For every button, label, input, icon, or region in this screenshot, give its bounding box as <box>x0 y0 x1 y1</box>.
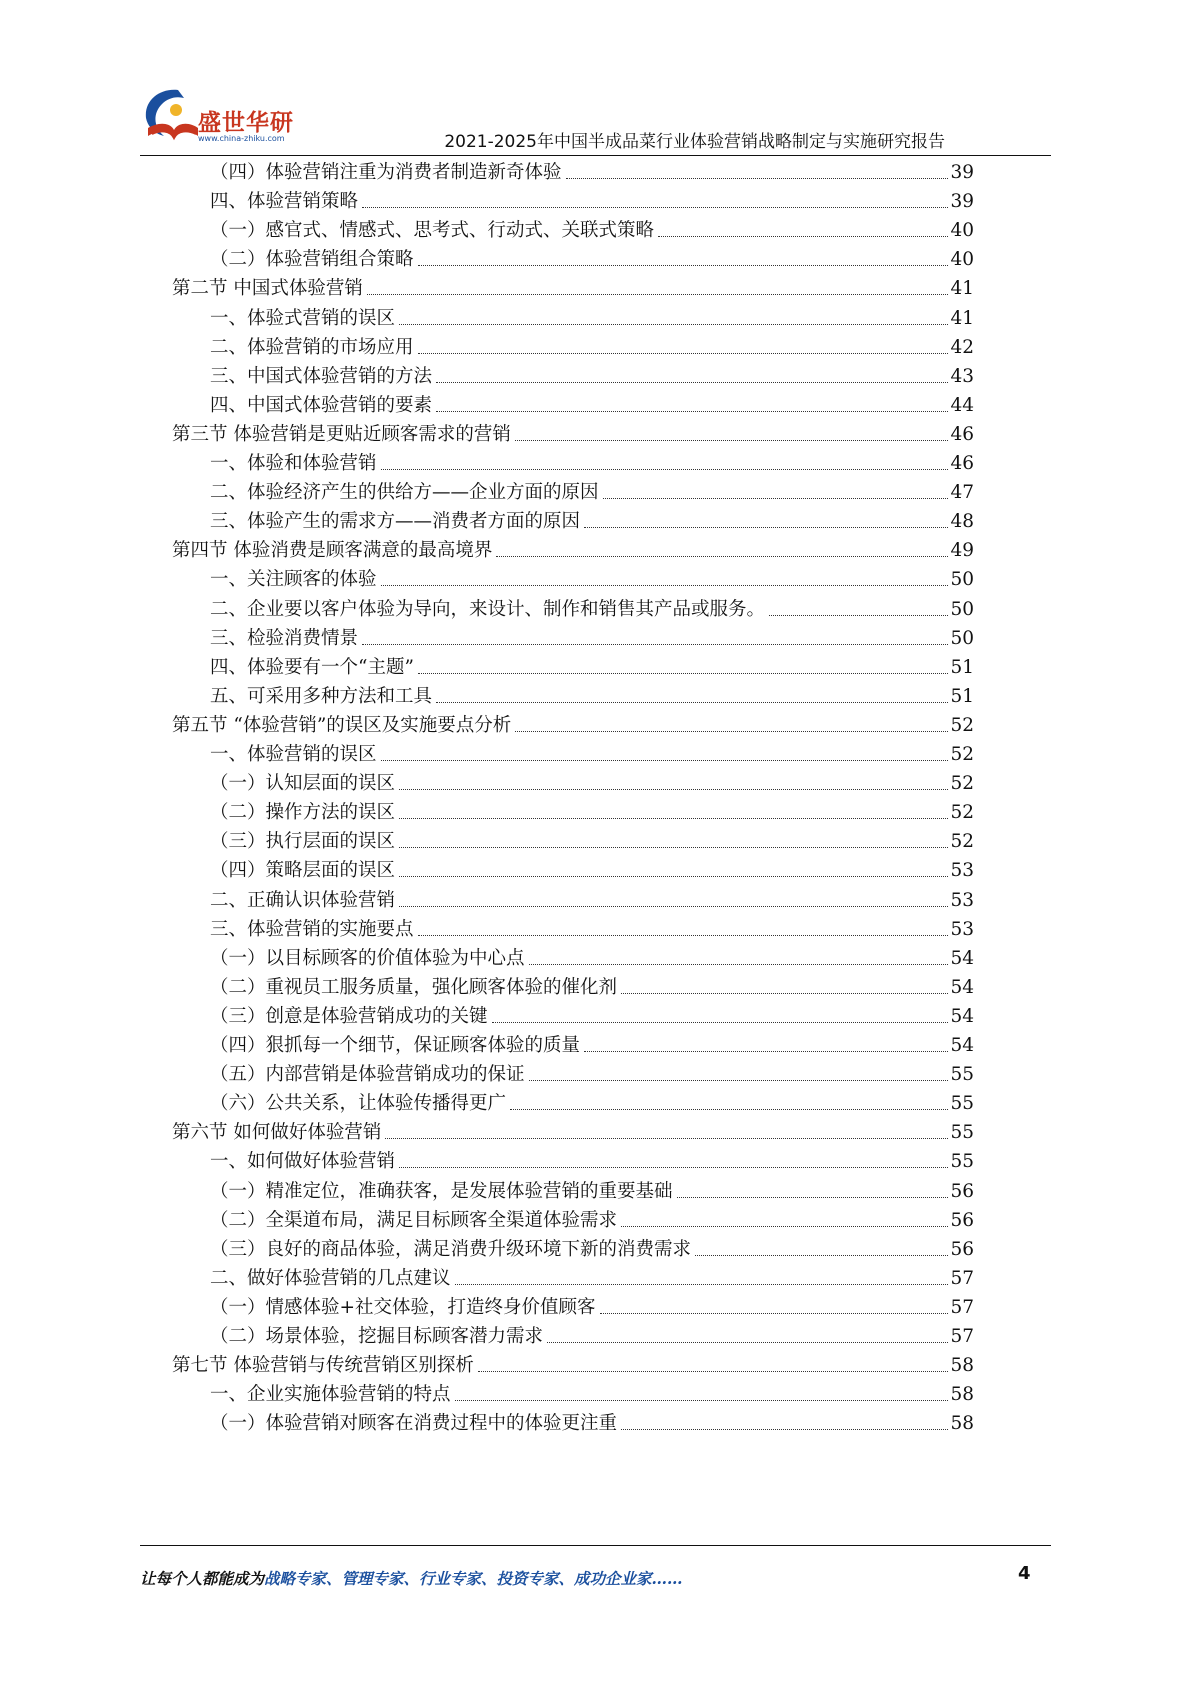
toc-dot-leader <box>399 876 948 877</box>
toc-entry-title: 五、可采用多种方法和工具 <box>210 685 433 707</box>
toc-entry-page: 40 <box>950 220 974 242</box>
toc-entry[interactable] <box>172 1118 974 1148</box>
toc-dot-leader <box>367 294 949 295</box>
toc-entry[interactable] <box>210 187 974 217</box>
toc-entry-page: 46 <box>950 423 974 445</box>
toc-entry-title: （二）体验营销组合策略 <box>210 249 414 271</box>
toc-dot-leader <box>510 1109 948 1110</box>
page-header <box>0 0 1191 150</box>
toc-dot-leader <box>515 731 948 732</box>
toc-dot-leader <box>478 1371 949 1372</box>
toc-entry-title: 第五节 “体验营销”的误区及实施要点分析 <box>172 714 512 736</box>
footer-slogan-highlight: 战略专家、管理专家、行业专家、投资专家、成功企业家…… <box>264 1569 683 1588</box>
toc-dot-leader <box>399 789 948 790</box>
toc-entry-title: 一、体验和体验营销 <box>210 453 377 474</box>
logo-emblem-icon <box>140 84 204 148</box>
toc-entry-title: （四）体验营销注重为消费者制造新奇体验 <box>210 162 562 183</box>
toc-entry[interactable] <box>210 1322 974 1352</box>
toc-dot-leader <box>385 1138 948 1139</box>
toc-entry-page: 51 <box>950 685 974 707</box>
toc-entry-page: 54 <box>950 976 974 998</box>
toc-dot-leader <box>621 1226 948 1227</box>
toc-dot-leader <box>399 324 948 325</box>
toc-dot-leader <box>399 818 948 819</box>
toc-entry[interactable] <box>210 682 974 712</box>
toc-entry[interactable] <box>210 507 974 537</box>
toc-entry[interactable] <box>210 798 974 828</box>
toc-dot-leader <box>492 1022 949 1023</box>
page-number: 4 <box>1018 1563 1031 1584</box>
toc-dot-leader <box>418 265 949 266</box>
toc-entry-title: 二、正确认识体验营销 <box>210 889 396 911</box>
toc-entry[interactable] <box>210 856 974 886</box>
toc-dot-leader <box>621 1429 948 1430</box>
toc-entry-title: 四、体验营销策略 <box>210 191 359 213</box>
toc-entry-page: 50 <box>950 627 974 649</box>
toc-dot-leader <box>529 1080 949 1081</box>
toc-entry-page: 56 <box>950 1238 974 1260</box>
toc-entry-title: 一、关注顾客的体验 <box>210 569 377 591</box>
toc-entry-page: 39 <box>950 191 974 213</box>
toc-entry[interactable] <box>210 595 974 625</box>
toc-entry[interactable] <box>172 536 974 566</box>
toc-entry-page: 50 <box>950 569 974 591</box>
toc-entry[interactable] <box>210 1177 974 1207</box>
toc-dot-leader <box>600 1313 949 1314</box>
toc-dot-leader <box>677 1197 949 1198</box>
toc-dot-leader <box>529 964 949 965</box>
toc-entry[interactable] <box>210 333 974 363</box>
toc-entry-page: 49 <box>950 540 974 562</box>
toc-dot-leader <box>436 411 948 412</box>
toc-dot-leader <box>362 207 948 208</box>
toc-entry-title: （一）精准定位，准确获客，是发展体验营销的重要基础 <box>210 1180 673 1202</box>
toc-dot-leader <box>381 585 949 586</box>
toc-entry-title: （三）创意是体验营销成功的关键 <box>210 1005 488 1027</box>
toc-entry-title: 三、中国式体验营销的方法 <box>210 365 433 387</box>
header-divider <box>140 155 1051 156</box>
toc-entry-page: 41 <box>950 278 974 300</box>
toc-dot-leader <box>399 906 948 907</box>
toc-dot-leader <box>418 673 949 674</box>
toc-entry-title: 二、企业要以客户体验为导向，来设计、制作和销售其产品或服务。 <box>210 598 766 620</box>
toc-entry-page: 55 <box>950 1151 974 1173</box>
toc-entry-page: 58 <box>950 1413 974 1435</box>
toc-dot-leader <box>381 469 949 470</box>
toc-entry[interactable] <box>210 1293 974 1323</box>
toc-entry-page: 48 <box>950 511 974 533</box>
toc-entry[interactable] <box>210 391 974 421</box>
toc-entry-title: 二、体验经济产生的供给方——企业方面的原因 <box>210 482 599 504</box>
toc-entry-title: （四）狠抓每一个细节，保证顾客体验的质量 <box>210 1035 581 1056</box>
toc-dot-leader <box>436 382 948 383</box>
toc-entry-page: 52 <box>950 714 974 736</box>
toc-dot-leader <box>381 760 949 761</box>
toc-dot-leader <box>496 556 948 557</box>
toc-dot-leader <box>769 615 948 616</box>
toc-dot-leader <box>399 847 948 848</box>
toc-entry[interactable] <box>210 1002 974 1032</box>
toc-entry[interactable] <box>210 973 974 1003</box>
toc-entry-page: 43 <box>950 365 974 387</box>
toc-entry-page: 55 <box>950 1064 974 1086</box>
toc-entry-title: （三）执行层面的误区 <box>210 831 396 853</box>
toc-entry-page: 42 <box>950 336 974 358</box>
toc-dot-leader <box>547 1342 948 1343</box>
footer-slogan <box>140 1567 683 1589</box>
toc-entry-page: 56 <box>950 1180 974 1202</box>
toc-entry-page: 54 <box>950 1035 974 1056</box>
toc-entry-title: 四、体验要有一个“主题” <box>210 656 414 678</box>
toc-dot-leader <box>658 236 948 237</box>
toc-entry[interactable] <box>210 1235 974 1265</box>
toc-entry-title: （一）以目标顾客的价值体验为中心点 <box>210 947 525 969</box>
toc-entry-title: （四）策略层面的误区 <box>210 860 396 882</box>
toc-entry[interactable] <box>172 711 974 741</box>
toc-entry[interactable] <box>210 827 974 857</box>
toc-entry[interactable] <box>210 478 974 508</box>
toc-entry-page: 58 <box>950 1384 974 1406</box>
toc-dot-leader <box>515 440 949 441</box>
toc-entry-page: 44 <box>950 394 974 416</box>
toc-entry-page: 57 <box>950 1296 974 1318</box>
toc-dot-leader <box>566 178 949 179</box>
toc-entry-page: 46 <box>950 453 974 474</box>
toc-entry-page: 51 <box>950 656 974 678</box>
toc-entry[interactable] <box>172 274 974 304</box>
toc-entry[interactable] <box>210 1380 974 1410</box>
toc-entry-page: 40 <box>950 249 974 271</box>
toc-dot-leader <box>362 644 948 645</box>
logo-name: 盛世华研 <box>198 110 294 136</box>
toc-entry[interactable] <box>210 565 974 595</box>
toc-entry-title: 第二节 中国式体验营销 <box>172 278 363 300</box>
toc-entry-title: （一）情感体验+社交体验，打造终身价值顾客 <box>210 1296 596 1318</box>
toc-entry-title: 第三节 体验营销是更贴近顾客需求的营销 <box>172 423 511 445</box>
toc-entry-title: （二）全渠道布局，满足目标顾客全渠道体验需求 <box>210 1209 618 1231</box>
toc-entry[interactable] <box>210 1089 974 1119</box>
toc-entry[interactable] <box>210 449 974 479</box>
toc-entry-title: 一、企业实施体验营销的特点 <box>210 1384 451 1406</box>
toc-entry[interactable] <box>210 653 974 683</box>
toc-entry-title: （一）体验营销对顾客在消费过程中的体验更注重 <box>210 1413 618 1435</box>
toc-entry[interactable] <box>210 245 974 275</box>
toc-entry-page: 39 <box>950 162 974 183</box>
toc-entry-page: 52 <box>950 744 974 765</box>
toc-entry[interactable] <box>172 1351 974 1381</box>
toc-entry-page: 58 <box>950 1355 974 1377</box>
toc-entry-title: （二）场景体验，挖掘目标顾客潜力需求 <box>210 1326 544 1347</box>
toc-dot-leader <box>695 1255 948 1256</box>
toc-entry-title: 第七节 体验营销与传统营销区别探析 <box>172 1355 474 1377</box>
toc-dot-leader <box>621 993 948 994</box>
toc-entry-page: 55 <box>950 1122 974 1144</box>
toc-entry-title: 三、体验产生的需求方——消费者方面的原因 <box>210 511 581 533</box>
toc-dot-leader <box>455 1284 949 1285</box>
toc-entry-title: 三、检验消费情景 <box>210 627 359 649</box>
toc-dot-leader <box>418 935 949 936</box>
toc-entry[interactable] <box>210 886 974 916</box>
footer-slogan-prefix: 让每个人都能成为 <box>140 1569 265 1588</box>
toc-entry-title: 一、体验式营销的误区 <box>210 307 396 329</box>
toc-dot-leader <box>418 353 949 354</box>
toc-entry-page: 41 <box>950 307 974 329</box>
toc-entry-page: 57 <box>950 1326 974 1347</box>
toc-entry[interactable] <box>210 304 974 334</box>
toc-entry-page: 54 <box>950 1005 974 1027</box>
toc-entry[interactable] <box>210 1031 974 1061</box>
toc-entry-title: （五）内部营销是体验营销成功的保证 <box>210 1064 525 1086</box>
toc-entry-page: 50 <box>950 598 974 620</box>
footer-divider <box>140 1545 1051 1546</box>
toc-entry-title: 二、做好体验营销的几点建议 <box>210 1267 451 1289</box>
toc-entry-page: 52 <box>950 773 974 795</box>
toc-entry-page: 55 <box>950 1093 974 1115</box>
toc-entry-title: （一）认知层面的误区 <box>210 773 396 795</box>
toc-entry-title: 一、如何做好体验营销 <box>210 1151 396 1173</box>
toc-entry-title: （一）感官式、情感式、思考式、行动式、关联式策略 <box>210 220 655 242</box>
toc-entry-page: 47 <box>950 482 974 504</box>
toc-entry[interactable] <box>210 915 974 945</box>
toc-entry[interactable] <box>210 216 974 246</box>
company-logo <box>140 84 320 148</box>
toc-dot-leader <box>603 498 949 499</box>
toc-entry-page: 53 <box>950 860 974 882</box>
toc-entry-page: 52 <box>950 802 974 824</box>
toc-entry[interactable] <box>210 1147 974 1177</box>
toc-entry-title: 二、体验营销的市场应用 <box>210 336 414 358</box>
toc-entry-title: 第四节 体验消费是顾客满意的最高境界 <box>172 540 493 562</box>
toc-entry-title: 三、体验营销的实施要点 <box>210 918 414 940</box>
toc-entry-page: 53 <box>950 889 974 911</box>
toc-entry[interactable] <box>210 740 974 770</box>
toc-entry[interactable] <box>210 1264 974 1294</box>
toc-entry-title: 一、体验营销的误区 <box>210 744 377 765</box>
toc-entry[interactable] <box>210 1206 974 1236</box>
toc-entry[interactable] <box>210 362 974 392</box>
toc-entry-title: 四、中国式体验营销的要素 <box>210 394 433 416</box>
toc-entry[interactable] <box>210 944 974 974</box>
toc-dot-leader <box>584 527 948 528</box>
document-title: 2021-2025年中国半成品菜行业体验营销战略制定与实施研究报告 <box>444 132 945 152</box>
toc-entry[interactable] <box>210 624 974 654</box>
toc-entry-page: 56 <box>950 1209 974 1231</box>
toc-entry-page: 54 <box>950 947 974 969</box>
toc-entry[interactable] <box>210 158 974 188</box>
toc-entry-page: 57 <box>950 1267 974 1289</box>
toc-entry[interactable] <box>210 769 974 799</box>
toc-entry-title: （六）公共关系，让体验传播得更广 <box>210 1093 507 1115</box>
toc-dot-leader <box>436 702 948 703</box>
toc-entry-title: 第六节 如何做好体验营销 <box>172 1122 382 1144</box>
logo-url: www.china-zhiku.com <box>198 134 285 143</box>
toc-entry-title: （二）重视员工服务质量，强化顾客体验的催化剂 <box>210 976 618 998</box>
toc-dot-leader <box>584 1051 948 1052</box>
toc-entry[interactable] <box>210 1409 974 1439</box>
toc-entry-page: 53 <box>950 918 974 940</box>
toc-dot-leader <box>455 1400 949 1401</box>
toc-dot-leader <box>399 1167 948 1168</box>
toc-entry-title: （三）良好的商品体验，满足消费升级环境下新的消费需求 <box>210 1238 692 1260</box>
toc-entry[interactable] <box>172 420 974 450</box>
toc-entry-page: 52 <box>950 831 974 853</box>
toc-entry-title: （二）操作方法的误区 <box>210 802 396 824</box>
toc-entry[interactable] <box>210 1060 974 1090</box>
